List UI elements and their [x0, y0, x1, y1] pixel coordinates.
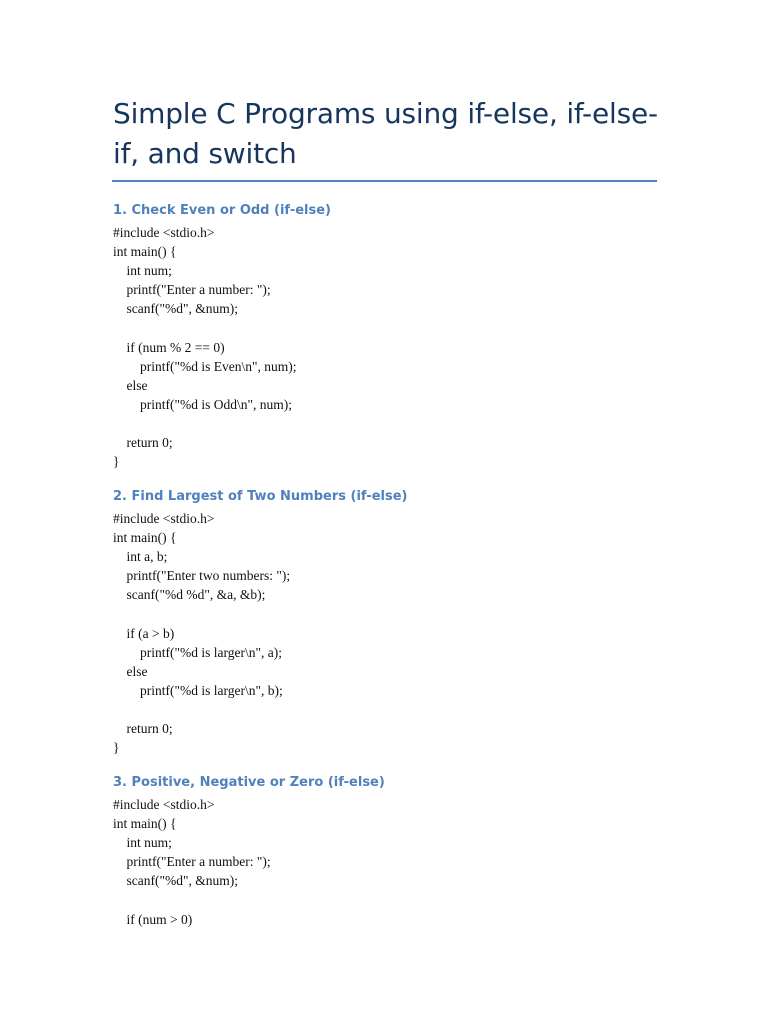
code-line: if (a > b) — [113, 625, 175, 641]
code-line: int main() { — [113, 244, 177, 260]
code-line: printf("%d is larger\n", b); — [113, 682, 283, 698]
code-line — [113, 890, 271, 909]
code-line — [113, 604, 290, 623]
code-line: #include <stdio.h> — [113, 511, 215, 526]
code-line: printf("%d is Odd\n", num); — [113, 396, 293, 412]
code-line — [113, 318, 297, 337]
code-line: return 0; — [113, 721, 173, 737]
code-line: int num; — [113, 835, 172, 851]
section-heading-largest-two: 2. Find Largest of Two Numbers (if-else) — [113, 489, 408, 504]
code-block-largest-two — [113, 509, 290, 757]
code-line: printf("Enter a number: "); — [113, 854, 271, 870]
code-line: int main() { — [113, 530, 177, 546]
section-heading-positive-negative: 3. Positive, Negative or Zero (if-else) — [113, 775, 385, 790]
code-line: if (num % 2 == 0) — [113, 339, 225, 355]
code-line: else — [113, 377, 148, 393]
code-line: int a, b; — [113, 549, 168, 565]
code-line: printf("Enter two numbers: "); — [113, 568, 291, 584]
code-line: if (num > 0) — [113, 911, 193, 927]
code-line: printf("%d is Even\n", num); — [113, 358, 297, 374]
code-line: return 0; — [113, 435, 173, 451]
title-divider — [112, 180, 657, 182]
code-line: printf("Enter a number: "); — [113, 282, 271, 298]
code-line: scanf("%d %d", &a, &b); — [113, 587, 266, 603]
code-line: #include <stdio.h> — [113, 225, 215, 240]
code-line: #include <stdio.h> — [113, 797, 215, 812]
section-heading-even-odd: 1. Check Even or Odd (if-else) — [113, 203, 331, 218]
code-line: scanf("%d", &num); — [113, 873, 238, 889]
code-line: } — [113, 454, 120, 470]
code-line: int num; — [113, 263, 172, 279]
code-line: int main() { — [113, 816, 177, 832]
document-title: Simple C Programs using if-else, if-else-if, and switch — [113, 97, 658, 170]
code-line: } — [113, 740, 120, 756]
code-line: scanf("%d", &num); — [113, 301, 238, 317]
code-line — [113, 700, 290, 719]
code-block-even-odd — [113, 223, 297, 471]
code-block-positive-negative — [113, 795, 271, 929]
code-line: else — [113, 663, 148, 679]
code-line: printf("%d is larger\n", a); — [113, 644, 282, 660]
code-line — [113, 414, 297, 433]
